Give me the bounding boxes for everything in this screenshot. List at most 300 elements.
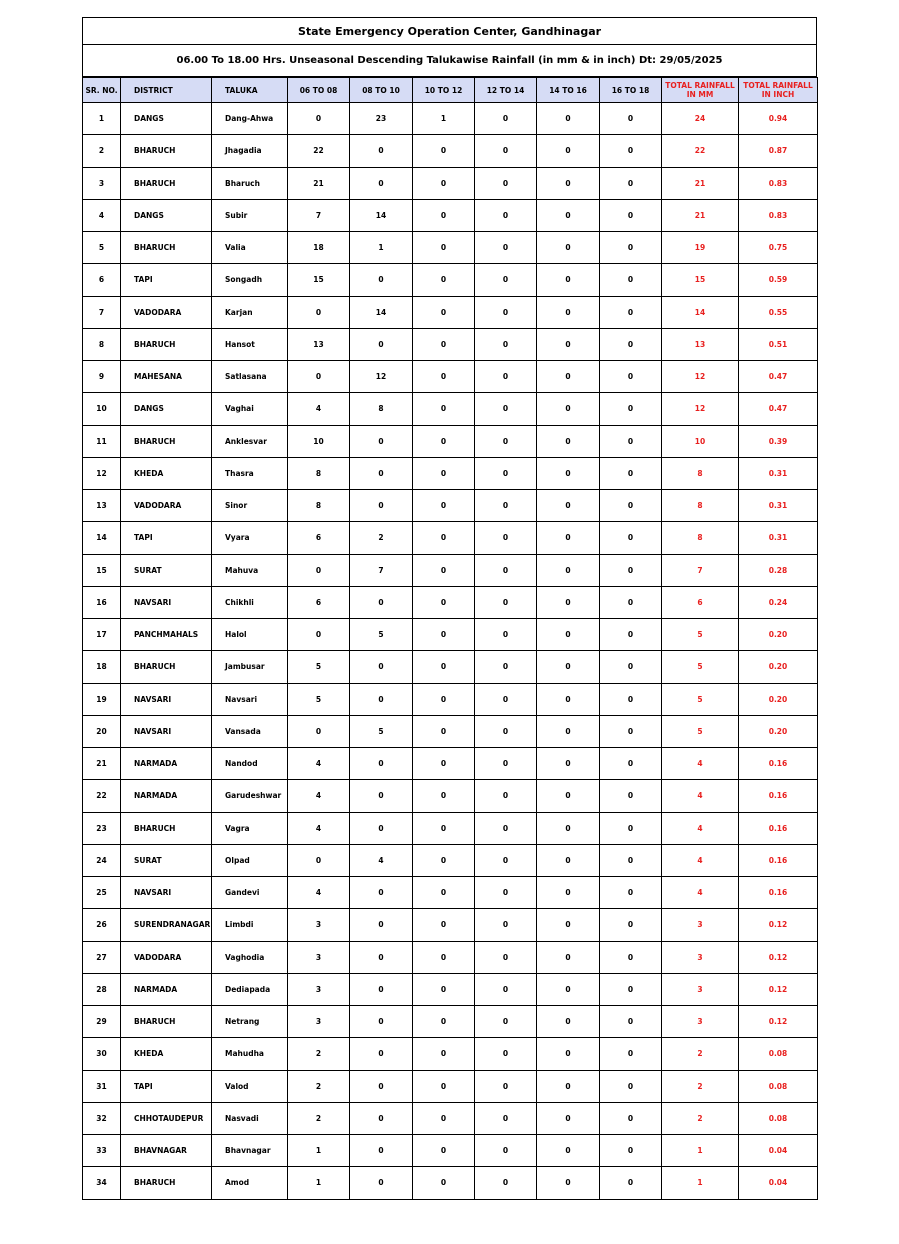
cell-district: NAVSARI (121, 683, 212, 715)
cell-08-to-10: 0 (350, 264, 413, 296)
cell-taluka: Nandod (212, 748, 288, 780)
cell-sr-no: 21 (83, 748, 121, 780)
cell-14-to-16: 0 (537, 1038, 600, 1070)
cell-total-inch: 0.47 (739, 361, 818, 393)
cell-12-to-14: 0 (475, 167, 537, 199)
cell-taluka: Mahudha (212, 1038, 288, 1070)
cell-district: BHARUCH (121, 1006, 212, 1038)
cell-12-to-14: 0 (475, 1006, 537, 1038)
cell-14-to-16: 0 (537, 619, 600, 651)
cell-taluka: Gandevi (212, 877, 288, 909)
cell-14-to-16: 0 (537, 296, 600, 328)
cell-12-to-14: 0 (475, 586, 537, 618)
cell-14-to-16: 0 (537, 748, 600, 780)
cell-total-mm: 5 (662, 683, 739, 715)
cell-total-inch: 0.24 (739, 586, 818, 618)
cell-total-mm: 1 (662, 1167, 739, 1199)
cell-taluka: Dediapada (212, 973, 288, 1005)
cell-sr-no: 14 (83, 522, 121, 554)
cell-total-mm: 13 (662, 328, 739, 360)
cell-12-to-14: 0 (475, 490, 537, 522)
cell-06-to-08: 2 (288, 1102, 350, 1134)
cell-08-to-10: 1 (350, 232, 413, 264)
cell-sr-no: 15 (83, 554, 121, 586)
cell-total-inch: 0.08 (739, 1038, 818, 1070)
cell-district: VADODARA (121, 490, 212, 522)
cell-total-mm: 10 (662, 425, 739, 457)
cell-06-to-08: 10 (288, 425, 350, 457)
cell-taluka: Songadh (212, 264, 288, 296)
cell-total-inch: 0.16 (739, 748, 818, 780)
cell-12-to-14: 0 (475, 651, 537, 683)
cell-sr-no: 17 (83, 619, 121, 651)
cell-14-to-16: 0 (537, 780, 600, 812)
report-subtitle: 06.00 To 18.00 Hrs. Unseasonal Descending Talukawise Rainfall (in mm & in inch) Dt: 29/05/2025 (82, 45, 817, 77)
cell-06-to-08: 2 (288, 1038, 350, 1070)
cell-district: KHEDA (121, 457, 212, 489)
table-row (83, 1006, 818, 1038)
cell-10-to-12: 0 (413, 715, 475, 747)
cell-08-to-10: 0 (350, 1135, 413, 1167)
cell-10-to-12: 0 (413, 522, 475, 554)
table-row (83, 780, 818, 812)
cell-14-to-16: 0 (537, 522, 600, 554)
cell-total-inch: 0.20 (739, 651, 818, 683)
cell-total-mm: 2 (662, 1070, 739, 1102)
cell-taluka: Netrang (212, 1006, 288, 1038)
cell-10-to-12: 0 (413, 264, 475, 296)
cell-08-to-10: 0 (350, 683, 413, 715)
cell-total-inch: 0.04 (739, 1167, 818, 1199)
cell-16-to-18: 0 (600, 135, 662, 167)
cell-16-to-18: 0 (600, 361, 662, 393)
cell-08-to-10: 4 (350, 844, 413, 876)
cell-14-to-16: 0 (537, 1135, 600, 1167)
cell-14-to-16: 0 (537, 651, 600, 683)
cell-14-to-16: 0 (537, 909, 600, 941)
cell-total-mm: 3 (662, 909, 739, 941)
table-row (83, 973, 818, 1005)
cell-10-to-12: 0 (413, 812, 475, 844)
cell-10-to-12: 0 (413, 941, 475, 973)
cell-10-to-12: 0 (413, 651, 475, 683)
cell-12-to-14: 0 (475, 877, 537, 909)
cell-10-to-12: 0 (413, 1102, 475, 1134)
cell-total-inch: 0.31 (739, 522, 818, 554)
cell-06-to-08: 22 (288, 135, 350, 167)
cell-14-to-16: 0 (537, 328, 600, 360)
cell-10-to-12: 0 (413, 199, 475, 231)
cell-08-to-10: 0 (350, 490, 413, 522)
cell-total-mm: 4 (662, 812, 739, 844)
cell-14-to-16: 0 (537, 264, 600, 296)
cell-district: BHARUCH (121, 1167, 212, 1199)
cell-14-to-16: 0 (537, 1006, 600, 1038)
cell-06-to-08: 8 (288, 457, 350, 489)
cell-06-to-08: 6 (288, 586, 350, 618)
cell-08-to-10: 0 (350, 457, 413, 489)
cell-16-to-18: 0 (600, 264, 662, 296)
cell-16-to-18: 0 (600, 1135, 662, 1167)
cell-12-to-14: 0 (475, 941, 537, 973)
cell-taluka: Vaghai (212, 393, 288, 425)
cell-14-to-16: 0 (537, 103, 600, 135)
cell-06-to-08: 0 (288, 103, 350, 135)
cell-16-to-18: 0 (600, 812, 662, 844)
cell-14-to-16: 0 (537, 393, 600, 425)
cell-16-to-18: 0 (600, 103, 662, 135)
cell-12-to-14: 0 (475, 619, 537, 651)
table-row (83, 651, 818, 683)
cell-sr-no: 29 (83, 1006, 121, 1038)
cell-16-to-18: 0 (600, 844, 662, 876)
cell-08-to-10: 12 (350, 361, 413, 393)
table-row (83, 748, 818, 780)
cell-06-to-08: 15 (288, 264, 350, 296)
cell-total-inch: 0.12 (739, 973, 818, 1005)
cell-12-to-14: 0 (475, 780, 537, 812)
cell-total-inch: 0.16 (739, 812, 818, 844)
cell-06-to-08: 3 (288, 973, 350, 1005)
cell-10-to-12: 0 (413, 619, 475, 651)
cell-08-to-10: 0 (350, 586, 413, 618)
cell-district: KHEDA (121, 1038, 212, 1070)
table-row (83, 877, 818, 909)
cell-taluka: Limbdi (212, 909, 288, 941)
cell-total-mm: 5 (662, 715, 739, 747)
cell-district: NAVSARI (121, 877, 212, 909)
cell-14-to-16: 0 (537, 457, 600, 489)
table-row (83, 715, 818, 747)
cell-08-to-10: 5 (350, 619, 413, 651)
cell-district: NARMADA (121, 973, 212, 1005)
cell-08-to-10: 0 (350, 748, 413, 780)
header-row (83, 78, 818, 103)
table-row (83, 844, 818, 876)
cell-total-mm: 8 (662, 490, 739, 522)
header-sr-no: SR. NO. (83, 78, 121, 103)
cell-total-mm: 3 (662, 973, 739, 1005)
table-row (83, 1135, 818, 1167)
cell-total-mm: 1 (662, 1135, 739, 1167)
cell-12-to-14: 0 (475, 748, 537, 780)
cell-sr-no: 10 (83, 393, 121, 425)
cell-06-to-08: 0 (288, 361, 350, 393)
cell-taluka: Jambusar (212, 651, 288, 683)
cell-taluka: Amod (212, 1167, 288, 1199)
cell-taluka: Vansada (212, 715, 288, 747)
cell-sr-no: 7 (83, 296, 121, 328)
cell-sr-no: 31 (83, 1070, 121, 1102)
cell-14-to-16: 0 (537, 554, 600, 586)
cell-sr-no: 27 (83, 941, 121, 973)
cell-district: MAHESANA (121, 361, 212, 393)
cell-12-to-14: 0 (475, 425, 537, 457)
cell-sr-no: 26 (83, 909, 121, 941)
cell-sr-no: 25 (83, 877, 121, 909)
cell-district: BHARUCH (121, 812, 212, 844)
report-title: State Emergency Operation Center, Gandhinagar (82, 17, 817, 45)
table-row (83, 586, 818, 618)
cell-taluka: Nasvadi (212, 1102, 288, 1134)
header-16-to-18: 16 TO 18 (600, 78, 662, 103)
cell-total-mm: 19 (662, 232, 739, 264)
cell-10-to-12: 1 (413, 103, 475, 135)
cell-12-to-14: 0 (475, 1070, 537, 1102)
cell-total-inch: 0.31 (739, 490, 818, 522)
cell-district: SURAT (121, 844, 212, 876)
cell-sr-no: 28 (83, 973, 121, 1005)
cell-taluka: Satlasana (212, 361, 288, 393)
table-row (83, 812, 818, 844)
cell-08-to-10: 0 (350, 1006, 413, 1038)
cell-16-to-18: 0 (600, 328, 662, 360)
cell-sr-no: 8 (83, 328, 121, 360)
cell-16-to-18: 0 (600, 586, 662, 618)
cell-12-to-14: 0 (475, 199, 537, 231)
cell-sr-no: 13 (83, 490, 121, 522)
cell-06-to-08: 0 (288, 296, 350, 328)
cell-district: CHHOTAUDEPUR (121, 1102, 212, 1134)
table-row (83, 1102, 818, 1134)
cell-14-to-16: 0 (537, 135, 600, 167)
cell-10-to-12: 0 (413, 586, 475, 618)
cell-district: TAPI (121, 1070, 212, 1102)
cell-06-to-08: 3 (288, 1006, 350, 1038)
cell-district: BHARUCH (121, 651, 212, 683)
cell-total-mm: 4 (662, 877, 739, 909)
cell-sr-no: 11 (83, 425, 121, 457)
cell-taluka: Navsari (212, 683, 288, 715)
cell-16-to-18: 0 (600, 232, 662, 264)
cell-08-to-10: 23 (350, 103, 413, 135)
cell-06-to-08: 1 (288, 1135, 350, 1167)
cell-06-to-08: 3 (288, 941, 350, 973)
cell-total-inch: 0.94 (739, 103, 818, 135)
cell-14-to-16: 0 (537, 199, 600, 231)
cell-sr-no: 22 (83, 780, 121, 812)
cell-06-to-08: 4 (288, 812, 350, 844)
cell-district: TAPI (121, 264, 212, 296)
cell-sr-no: 34 (83, 1167, 121, 1199)
cell-total-inch: 0.12 (739, 1006, 818, 1038)
cell-14-to-16: 0 (537, 812, 600, 844)
table-row (83, 941, 818, 973)
cell-14-to-16: 0 (537, 1167, 600, 1199)
cell-16-to-18: 0 (600, 973, 662, 1005)
cell-16-to-18: 0 (600, 1102, 662, 1134)
cell-10-to-12: 0 (413, 748, 475, 780)
cell-08-to-10: 0 (350, 425, 413, 457)
table-row (83, 909, 818, 941)
table-row (83, 619, 818, 651)
cell-06-to-08: 4 (288, 748, 350, 780)
cell-taluka: Vagra (212, 812, 288, 844)
cell-total-mm: 14 (662, 296, 739, 328)
table-row (83, 554, 818, 586)
cell-total-mm: 4 (662, 780, 739, 812)
cell-total-inch: 0.75 (739, 232, 818, 264)
cell-sr-no: 33 (83, 1135, 121, 1167)
cell-district: SURAT (121, 554, 212, 586)
cell-taluka: Halol (212, 619, 288, 651)
cell-sr-no: 19 (83, 683, 121, 715)
cell-taluka: Dang-Ahwa (212, 103, 288, 135)
cell-12-to-14: 0 (475, 457, 537, 489)
cell-total-inch: 0.83 (739, 199, 818, 231)
table-row (83, 425, 818, 457)
cell-total-inch: 0.20 (739, 683, 818, 715)
cell-12-to-14: 0 (475, 1102, 537, 1134)
cell-sr-no: 5 (83, 232, 121, 264)
cell-total-mm: 24 (662, 103, 739, 135)
cell-16-to-18: 0 (600, 683, 662, 715)
table-row (83, 328, 818, 360)
cell-total-mm: 7 (662, 554, 739, 586)
cell-12-to-14: 0 (475, 683, 537, 715)
header-total-inch: TOTAL RAINFALL IN INCH (739, 78, 818, 103)
header-08-to-10: 08 TO 10 (350, 78, 413, 103)
cell-district: SURENDRANAGAR (121, 909, 212, 941)
cell-taluka: Chikhli (212, 586, 288, 618)
header-14-to-16: 14 TO 16 (537, 78, 600, 103)
cell-12-to-14: 0 (475, 554, 537, 586)
cell-district: DANGS (121, 103, 212, 135)
cell-total-inch: 0.28 (739, 554, 818, 586)
cell-12-to-14: 0 (475, 1038, 537, 1070)
table-row (83, 1070, 818, 1102)
cell-district: BHARUCH (121, 167, 212, 199)
cell-16-to-18: 0 (600, 554, 662, 586)
cell-taluka: Subir (212, 199, 288, 231)
cell-08-to-10: 0 (350, 651, 413, 683)
cell-total-inch: 0.16 (739, 844, 818, 876)
cell-10-to-12: 0 (413, 1135, 475, 1167)
cell-08-to-10: 7 (350, 554, 413, 586)
cell-12-to-14: 0 (475, 103, 537, 135)
cell-sr-no: 32 (83, 1102, 121, 1134)
table-body (83, 103, 818, 1200)
cell-06-to-08: 21 (288, 167, 350, 199)
cell-12-to-14: 0 (475, 522, 537, 554)
header-06-to-08: 06 TO 08 (288, 78, 350, 103)
cell-16-to-18: 0 (600, 1167, 662, 1199)
cell-sr-no: 3 (83, 167, 121, 199)
cell-08-to-10: 0 (350, 1038, 413, 1070)
cell-10-to-12: 0 (413, 135, 475, 167)
cell-taluka: Bhavnagar (212, 1135, 288, 1167)
cell-12-to-14: 0 (475, 135, 537, 167)
cell-08-to-10: 0 (350, 1167, 413, 1199)
cell-12-to-14: 0 (475, 812, 537, 844)
table-row (83, 490, 818, 522)
cell-16-to-18: 0 (600, 909, 662, 941)
cell-total-inch: 0.31 (739, 457, 818, 489)
cell-10-to-12: 0 (413, 425, 475, 457)
cell-10-to-12: 0 (413, 780, 475, 812)
cell-10-to-12: 0 (413, 296, 475, 328)
cell-06-to-08: 5 (288, 683, 350, 715)
cell-taluka: Valod (212, 1070, 288, 1102)
cell-12-to-14: 0 (475, 909, 537, 941)
cell-06-to-08: 2 (288, 1070, 350, 1102)
cell-sr-no: 20 (83, 715, 121, 747)
cell-08-to-10: 0 (350, 135, 413, 167)
cell-16-to-18: 0 (600, 296, 662, 328)
cell-06-to-08: 4 (288, 780, 350, 812)
table-row (83, 361, 818, 393)
cell-16-to-18: 0 (600, 619, 662, 651)
cell-district: BHARUCH (121, 425, 212, 457)
cell-08-to-10: 0 (350, 780, 413, 812)
cell-06-to-08: 8 (288, 490, 350, 522)
cell-district: VADODARA (121, 941, 212, 973)
cell-14-to-16: 0 (537, 232, 600, 264)
cell-16-to-18: 0 (600, 1006, 662, 1038)
cell-total-inch: 0.55 (739, 296, 818, 328)
cell-12-to-14: 0 (475, 715, 537, 747)
cell-total-inch: 0.59 (739, 264, 818, 296)
cell-10-to-12: 0 (413, 877, 475, 909)
cell-10-to-12: 0 (413, 909, 475, 941)
cell-taluka: Olpad (212, 844, 288, 876)
cell-12-to-14: 0 (475, 973, 537, 1005)
cell-10-to-12: 0 (413, 167, 475, 199)
table-row (83, 232, 818, 264)
cell-14-to-16: 0 (537, 877, 600, 909)
cell-10-to-12: 0 (413, 1038, 475, 1070)
cell-10-to-12: 0 (413, 973, 475, 1005)
cell-14-to-16: 0 (537, 1102, 600, 1134)
cell-12-to-14: 0 (475, 264, 537, 296)
cell-10-to-12: 0 (413, 1006, 475, 1038)
cell-taluka: Anklesvar (212, 425, 288, 457)
cell-08-to-10: 0 (350, 812, 413, 844)
cell-16-to-18: 0 (600, 167, 662, 199)
table-row (83, 1167, 818, 1199)
cell-08-to-10: 0 (350, 941, 413, 973)
cell-06-to-08: 6 (288, 522, 350, 554)
cell-08-to-10: 14 (350, 296, 413, 328)
cell-16-to-18: 0 (600, 490, 662, 522)
cell-10-to-12: 0 (413, 393, 475, 425)
cell-10-to-12: 0 (413, 232, 475, 264)
cell-total-inch: 0.08 (739, 1102, 818, 1134)
cell-total-inch: 0.12 (739, 909, 818, 941)
table-row (83, 264, 818, 296)
cell-06-to-08: 4 (288, 393, 350, 425)
cell-12-to-14: 0 (475, 1135, 537, 1167)
cell-14-to-16: 0 (537, 167, 600, 199)
cell-total-inch: 0.16 (739, 780, 818, 812)
cell-06-to-08: 0 (288, 844, 350, 876)
cell-total-mm: 5 (662, 619, 739, 651)
cell-district: BHARUCH (121, 135, 212, 167)
cell-06-to-08: 13 (288, 328, 350, 360)
table-row (83, 1038, 818, 1070)
cell-taluka: Jhagadia (212, 135, 288, 167)
cell-total-mm: 4 (662, 748, 739, 780)
cell-total-mm: 5 (662, 651, 739, 683)
cell-total-inch: 0.08 (739, 1070, 818, 1102)
cell-16-to-18: 0 (600, 1070, 662, 1102)
cell-10-to-12: 0 (413, 361, 475, 393)
rainfall-report-sheet (82, 17, 817, 1200)
table-row (83, 393, 818, 425)
cell-sr-no: 30 (83, 1038, 121, 1070)
cell-taluka: Hansot (212, 328, 288, 360)
cell-total-inch: 0.39 (739, 425, 818, 457)
